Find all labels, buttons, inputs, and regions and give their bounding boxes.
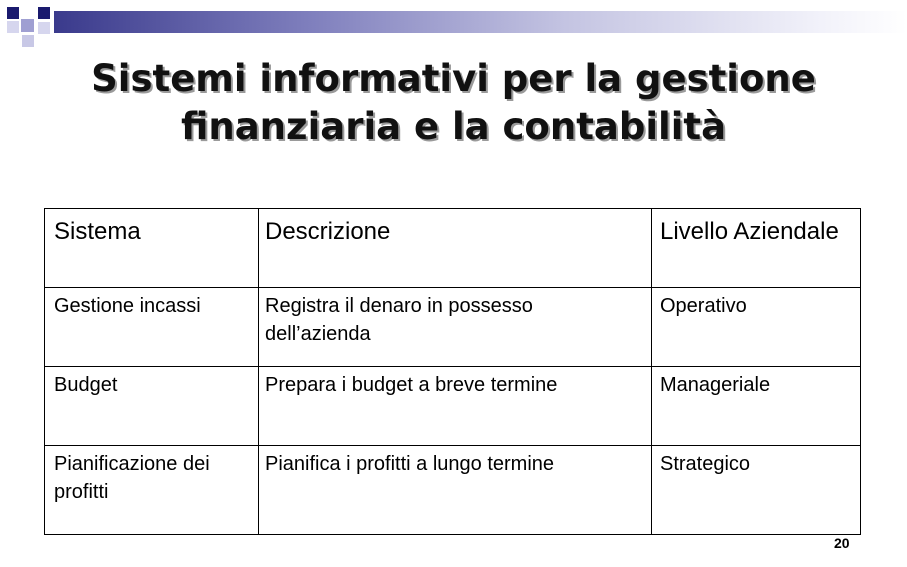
decor-square-icon bbox=[7, 7, 19, 19]
cell-sistema: Gestione incassi bbox=[45, 288, 259, 367]
cell-descrizione: Pianifica i profitti a lungo termine bbox=[259, 446, 652, 535]
slide-title-line-2: finanziaria e la contabilità bbox=[180, 105, 727, 148]
table-row bbox=[45, 446, 861, 535]
cell-livello: Strategico bbox=[652, 446, 861, 535]
decor-square-icon bbox=[7, 21, 19, 33]
cell-sistema: Pianificazione dei profitti bbox=[45, 446, 259, 535]
page-number: 20 bbox=[834, 535, 850, 551]
table-header-row bbox=[45, 209, 861, 288]
cell-livello: Manageriale bbox=[652, 367, 861, 446]
table-row bbox=[45, 288, 861, 367]
slide-title-line-1: Sistemi informativi per la gestione bbox=[91, 57, 816, 100]
decor-square-icon bbox=[22, 35, 34, 47]
table-row bbox=[45, 367, 861, 446]
cell-livello: Operativo bbox=[652, 288, 861, 367]
slide-title bbox=[0, 55, 907, 151]
header-livello-aziendale: Livello Aziendale bbox=[652, 209, 861, 288]
header-sistema: Sistema bbox=[45, 209, 259, 288]
decor-square-icon bbox=[21, 19, 34, 32]
cell-descrizione: Prepara i budget a breve termine bbox=[259, 367, 652, 446]
cell-descrizione: Registra il denaro in possesso dell’azienda bbox=[259, 288, 652, 367]
header-gradient-bar bbox=[54, 11, 907, 33]
decor-square-icon bbox=[38, 7, 50, 19]
systems-table bbox=[44, 208, 861, 535]
cell-sistema: Budget bbox=[45, 367, 259, 446]
header-descrizione: Descrizione bbox=[259, 209, 652, 288]
decor-square-icon bbox=[38, 22, 50, 34]
